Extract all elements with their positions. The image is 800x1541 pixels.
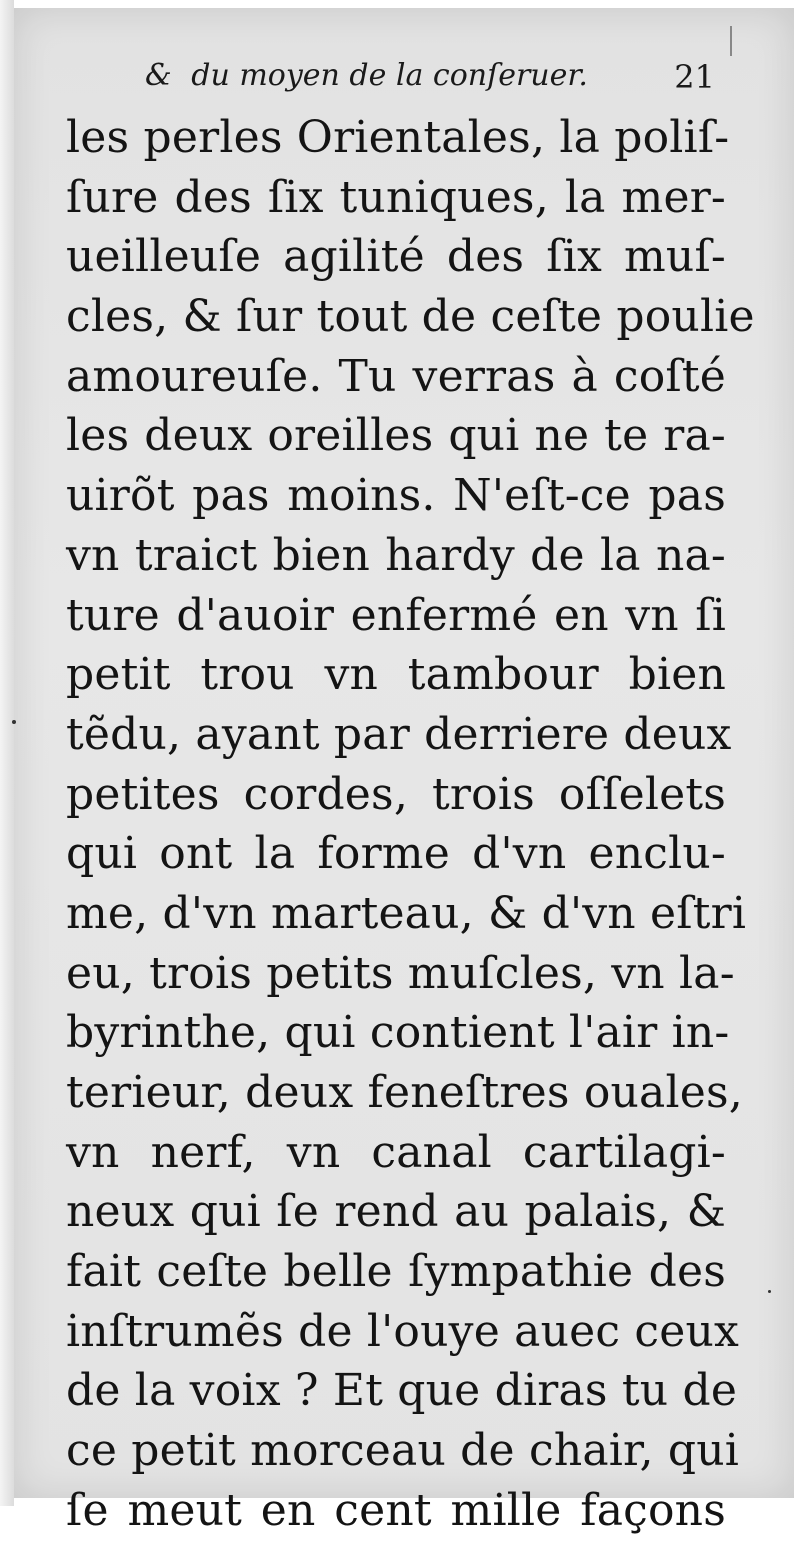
text-line: fait ceſte belle ſympathie des <box>66 1246 726 1298</box>
text-line: de la voix ? Et que diras tu de <box>66 1365 738 1417</box>
text-line: vn traict bien hardy de la na- <box>66 529 726 581</box>
text-line: les perles Orientales, la poliſ- <box>66 112 730 163</box>
body-text <box>66 108 755 1541</box>
page-edge <box>0 0 14 1506</box>
text-line: amoureuſe. Tu verras à coſté <box>66 350 726 402</box>
text-line: neux qui ſe rend au palais, & <box>66 1186 726 1238</box>
page-number: 21 <box>674 58 715 96</box>
text-line: uirõt pas moins. N'eſt-ce pas <box>66 470 726 522</box>
running-head-title: du moyen de la conſeruer. <box>191 58 588 93</box>
ink-speck <box>12 720 16 724</box>
text-line: eu, trois petits muſcles, vn la- <box>66 947 735 999</box>
margin-mark <box>730 26 732 56</box>
text-line: inſtrumẽs de l'ouye auec ceux <box>66 1305 740 1357</box>
text-line: les deux oreilles qui ne te ra- <box>66 410 726 462</box>
text-line: cles, & ſur tout de ceſte poulie <box>66 291 755 343</box>
text-line: qui ont la forme d'vn enclu- <box>66 828 726 880</box>
running-head <box>145 58 715 108</box>
running-head-ornament: & <box>145 58 172 93</box>
text-line: byrinthe, qui contient l'air in- <box>66 1007 730 1059</box>
text-line: ueilleuſe agilité des ſix muſ- <box>66 231 726 283</box>
text-line: terieur, deux feneſtres ouales, <box>66 1067 743 1118</box>
text-line: petites cordes, trois oſſelets <box>66 768 726 820</box>
text-line: ce petit morceau de chair, qui <box>66 1425 740 1477</box>
text-line: ture d'auoir enfermé en vn ſi <box>66 589 726 641</box>
text-line: vn nerf, vn canal cartilagi- <box>66 1126 726 1178</box>
text-line: ſe meut en cent mille façons <box>66 1484 726 1536</box>
text-line: ſure des ſix tuniques, la mer- <box>66 171 726 223</box>
text-line: tẽdu, ayant par derriere deux <box>66 708 732 760</box>
ink-speck <box>768 1290 771 1293</box>
text-line: me, d'vn marteau, & d'vn eſtri <box>66 887 747 939</box>
text-line: petit trou vn tambour bien <box>66 649 726 701</box>
